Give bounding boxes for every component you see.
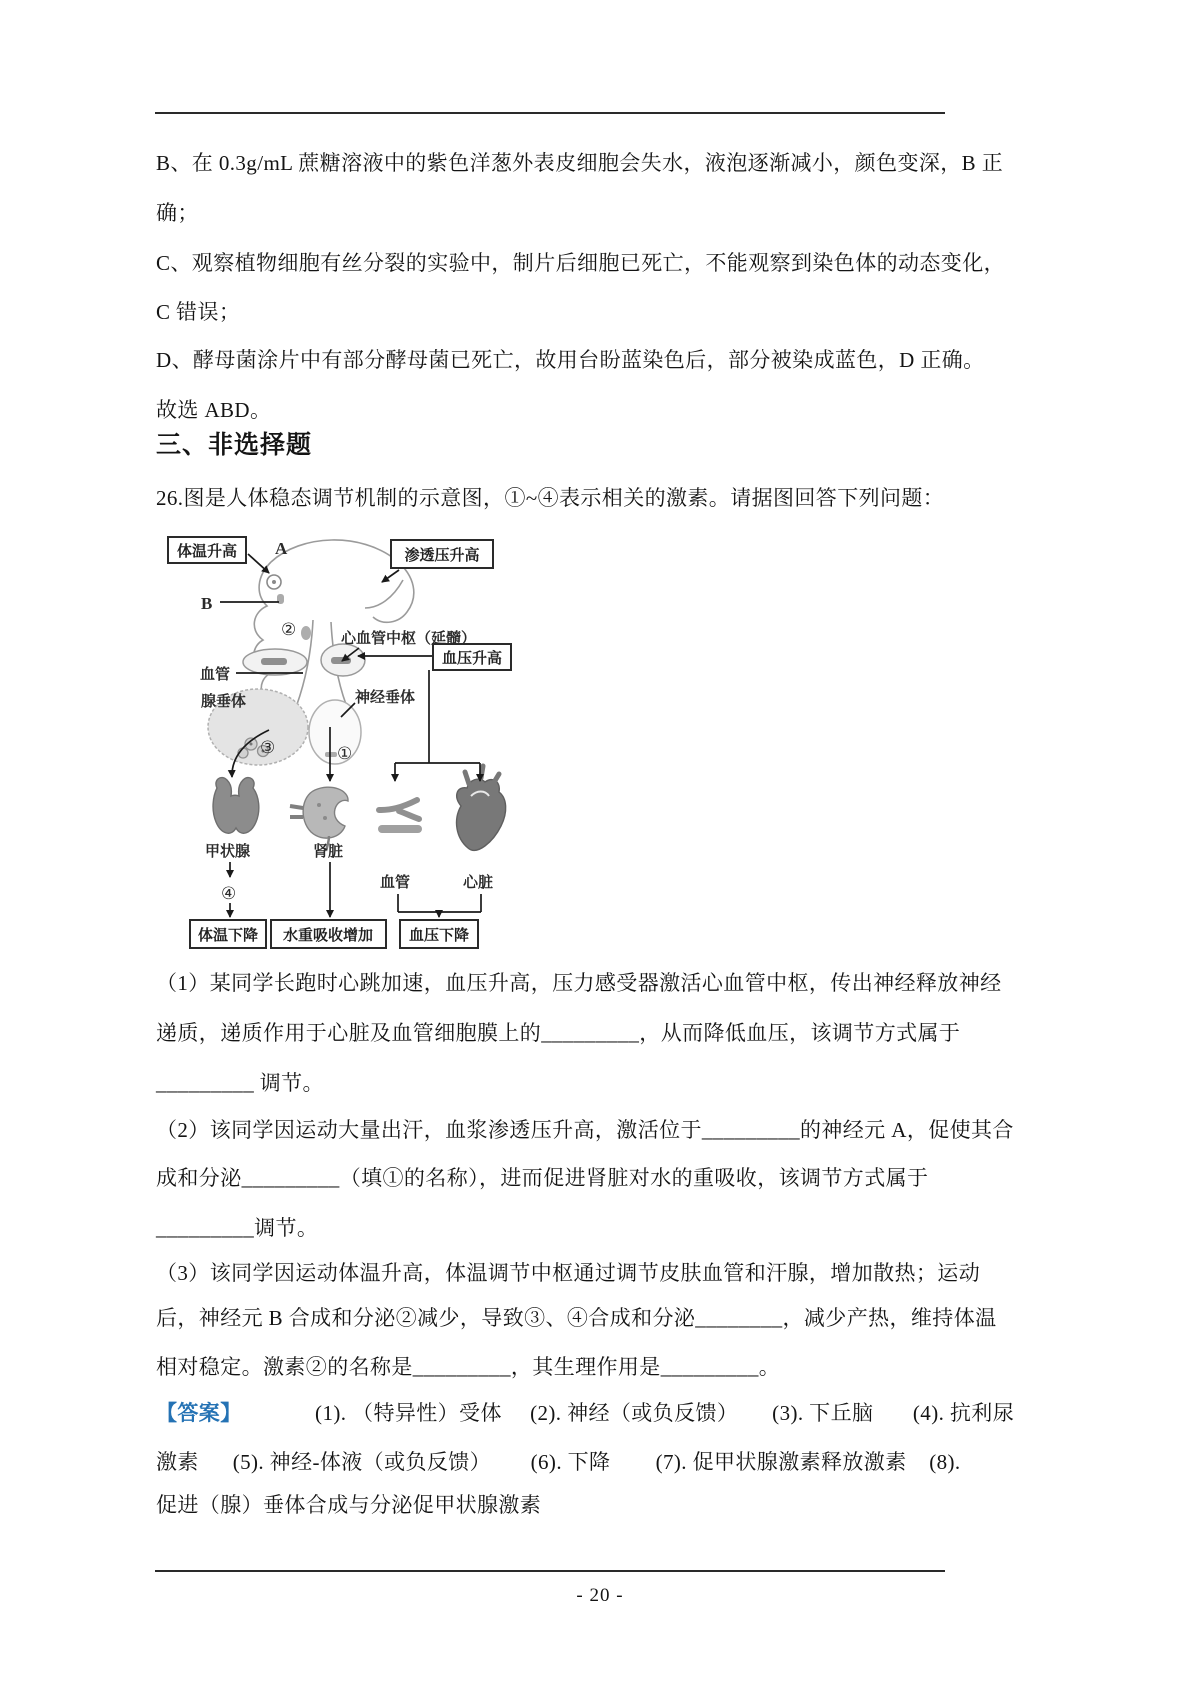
label-thyroid: 甲状腺 <box>205 844 251 860</box>
homeostasis-diagram <box>153 520 521 962</box>
question-1-line: （1）某同学长跑时心跳加速，血压升高，压力感受器激活心血管中枢，传出神经释放神经 <box>156 971 1002 995</box>
question-3-line: 后，神经元 B 合成和分泌②减少，导致③、④合成和分泌________，减少产热，维持体温 <box>156 1306 997 1330</box>
label-vessel: 血管 <box>200 667 231 683</box>
question-2-line: _________调节。 <box>156 1216 319 1240</box>
label-neuron-a: A <box>275 539 288 558</box>
box-bp-down <box>400 920 478 948</box>
question-3-line: （3）该同学因运动体温升高，体温调节中枢通过调节皮肤血管和汗腺，增加散热；运动 <box>156 1261 981 1285</box>
brain-sketch <box>208 540 414 765</box>
box-water-reabsorb <box>271 920 386 948</box>
secretory-dot <box>250 743 253 746</box>
box-bp-down-label: 血压下降 <box>408 928 470 944</box>
question-2-line: 成和分泌_________（填①的名称），进而促进肾脏对水的重吸收，该调节方式属于 <box>156 1166 929 1190</box>
answer-line-2: 激素 (5). 神经-体液（或负反馈） (6). 下降 (7). 促甲状腺激素释放激素 (8). <box>156 1450 961 1474</box>
box-water-reabsorb-label: 水重吸收增加 <box>282 928 374 944</box>
label-hormone-4: ④ <box>221 884 237 904</box>
box-osmotic-up-label: 渗透压升高 <box>404 548 480 564</box>
box-temp-down <box>190 920 266 948</box>
kidney-speckle <box>317 803 321 807</box>
question-3-line: 相对稳定。激素②的名称是_________，其生理作用是_________。 <box>156 1355 781 1379</box>
label-cardio-center: 心血管中枢（延髓） <box>341 631 477 647</box>
box-temp-up-label: 体温升高 <box>176 544 238 560</box>
medulla-right-mark <box>331 657 351 664</box>
answer-line-1 <box>156 1398 1015 1428</box>
label-vessel-organ: 血管 <box>380 875 411 891</box>
box-bp-up-label: 血压升高 <box>441 651 503 667</box>
kidney-speckle <box>323 816 327 820</box>
box-temp-down-label: 体温下降 <box>197 928 259 944</box>
heart-icon <box>457 766 506 850</box>
box-bp-up <box>433 644 511 670</box>
question-2-line: （2）该同学因运动大量出汗，血浆渗透压升高，激活位于_________的神经元 A，促使其合 <box>156 1118 1014 1142</box>
label-neurohypophysis: 神经垂体 <box>355 690 416 706</box>
answer-explanation-line: B、在 0.3g/mL 蔗糖溶液中的紫色洋葱外表皮细胞会失水，液泡逐渐减小，颜色变深，B 正 <box>156 151 1004 175</box>
medulla-left-mark <box>261 658 287 665</box>
vessel-icon <box>378 800 422 833</box>
answer-explanation-line: C、观察植物细胞有丝分裂的实验中，制片后细胞已死亡，不能观察到染色体的动态变化， <box>156 251 1006 275</box>
label-hormone-1: ① <box>337 744 353 764</box>
label-neuron-b: B <box>201 594 213 613</box>
line-bp-branch <box>395 670 480 763</box>
label-hormone-3: ③ <box>260 738 276 758</box>
answer-conclusion: 故选 ABD。 <box>156 398 272 422</box>
page-number: - 20 - <box>576 1585 624 1606</box>
thyroid-icon <box>213 778 259 834</box>
top-rule <box>155 112 945 114</box>
question-1-line: 递质，递质作用于心脏及血管细胞膜上的_________，从而降低血压，该调节方式属于 <box>156 1021 961 1045</box>
box-osmotic-up <box>391 540 493 568</box>
answer-explanation-line: 确； <box>156 201 199 225</box>
answer-label: 【答案】 <box>156 1401 242 1425</box>
neural-lobe-mark <box>325 752 337 757</box>
thyroid-isthmus <box>225 806 243 814</box>
arrow-temp-up-to-hypothalamus <box>248 554 269 573</box>
question-stem: 26.图是人体稳态调节机制的示意图，①~④表示相关的激素。请据图回答下列问题： <box>156 486 945 510</box>
bottom-rule <box>155 1570 945 1572</box>
section-heading: 三、非选择题 <box>156 431 313 459</box>
answer-explanation-line: D、酵母菌涂片中有部分酵母菌已死亡，故用台盼蓝染色后，部分被染成蓝色，D 正确。 <box>156 348 985 372</box>
neuron-cluster <box>301 626 311 640</box>
arrow-osmotic-to-hypothalamus <box>382 570 399 582</box>
homeostasis-diagram-svg <box>153 520 521 962</box>
bracket-vessel-heart <box>398 894 481 912</box>
answer-line-3: 促进（腺）垂体合成与分泌促甲状腺激素 <box>156 1493 542 1517</box>
answer-items-line1: (1). （特异性）受体 (2). 神经（或负反馈） (3). 下丘脑 (4). 抗利尿 <box>241 1401 1015 1425</box>
box-temp-up <box>168 537 246 563</box>
label-heart: 心脏 <box>463 875 494 891</box>
label-adenohypophysis: 腺垂体 <box>201 694 247 710</box>
label-hormone-2: ② <box>281 620 297 640</box>
question-1-line: _________ 调节。 <box>156 1071 324 1095</box>
label-kidney: 肾脏 <box>313 844 344 860</box>
receptor-dot <box>272 580 276 584</box>
answer-explanation-line: C 错误； <box>156 300 241 324</box>
kidney-icon <box>290 787 348 851</box>
